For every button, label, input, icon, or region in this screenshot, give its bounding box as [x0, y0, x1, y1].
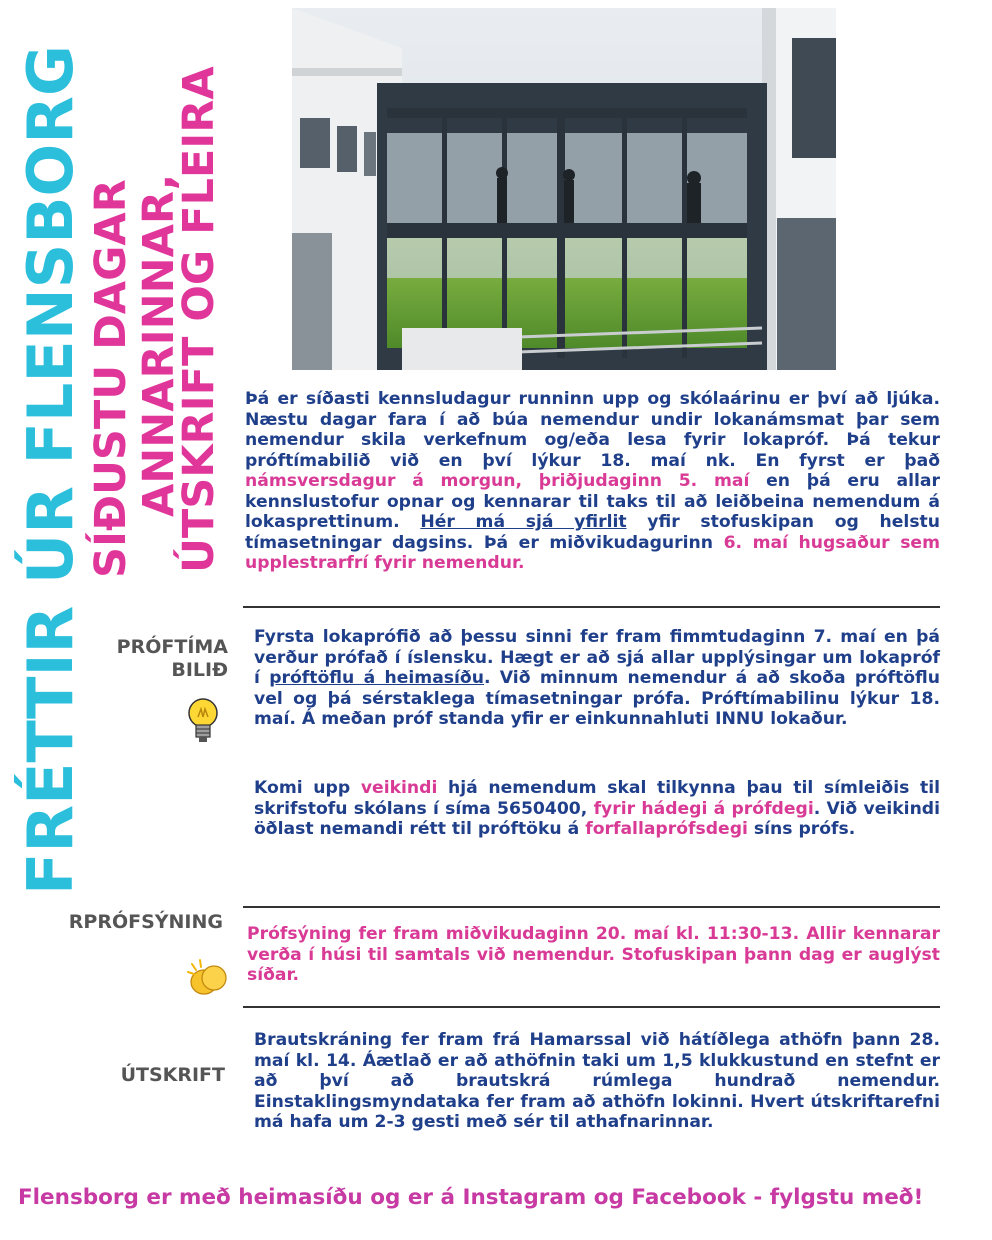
main-title: FRÉTTIR ÚR FLENSBORG — [14, 45, 87, 895]
clapping-hands-icon — [186, 958, 232, 1003]
proftima-text-1: Fyrsta lokaprófið að þessu sinni fer fram fimmtudaginn 7. maí en þá verður prófað í íslensku. Hægt er að sjá allar upplýsingar um lokapróf í — [254, 627, 940, 688]
subtitle-line-2: ANNARINNAR, — [134, 173, 184, 517]
utskrift-paragraph: Brautskráning fer fram frá Hamarssal við hátíðlega athöfn þann 28. maí kl. 14. Áætlað er að athöfnin taki um 1,5 klukkustund en stefnt er að því að brautskrá rúmlega hundrað nemendur. Einstaklingsmyndataka fer fram að athöfn lokinni. Hvert útskriftarefni má hafa um 2-3 gesti með sér til athafnarinnar. — [254, 1030, 940, 1132]
intro-text-2: en þá eru allar kennslustofur opnar og kennarar til taks til að leiðbeina nemendum á lokasprettinum. — [245, 471, 940, 532]
illness-text-1: Komi upp — [254, 778, 361, 798]
illness-highlight-2: fyrir hádegi á prófdegi — [593, 798, 814, 819]
proftima-paragraph-1 — [254, 627, 940, 730]
subtitle-line-1: SÍÐUSTU DAGAR — [86, 179, 136, 578]
subtitle-line-3: ÚTSKRIFT OG FLEIRA — [174, 66, 224, 573]
section-label-proftima — [100, 636, 228, 682]
section-label-profsyning: RPRÓFSÝNING — [68, 911, 223, 933]
illness-text-4: síns prófs. — [747, 819, 856, 839]
proftima-paragraph-2 — [254, 778, 940, 840]
overview-link[interactable]: Hér má sjá yfirlit — [420, 512, 627, 532]
illness-highlight-3: forfallaprófsdegi — [585, 819, 748, 839]
profsyning-paragraph: Prófsýning fer fram miðvikudaginn 20. maí kl. 11:30-13. Allir kennarar verða í húsi til samtals við nemendur. Stofuskipan þann dag er auglýst síðar. — [247, 924, 940, 985]
intro-highlight-1: námsversdagur á morgun, þriðjudaginn 5. maí — [245, 471, 750, 491]
divider-2 — [243, 906, 940, 908]
intro-highlight-2: 6. maí hugsaður sem upplestrarfrí fyrir nemendur. — [245, 532, 940, 573]
intro-text-1: Þá er síðasti kennsludagur runninn upp og skólaárinu er því að ljúka. Næstu dagar fara í að búa nemendur undir lokanámsmat þar sem nemendur skila verkefnum og/eða lesa fyrir lokapróf. Þá tekur próftímabilið við en því lýkur 18. maí nk. En fyrst er það — [245, 389, 940, 471]
illness-text-2: hjá nemendum skal tilkynna þau til símleiðis til skrifstofu skólans í síma 5650400, — [254, 778, 940, 819]
proftima-text-2: . Við minnum nemendur á að skoða próftöflu vel og þá sérstaklega tímasetningar prófa. Próftímabilinu lýkur 18. maí. Á meðan próf standa yfir er einkunnahluti INNU lokaður. — [254, 668, 940, 729]
illness-text-3: . Við veikindi öðlast nemandi rétt til próftöku á — [254, 798, 940, 839]
intro-paragraph — [245, 389, 940, 574]
divider-3 — [243, 1006, 940, 1008]
illness-highlight-1: veikindi — [360, 778, 438, 798]
school-building-photo — [292, 8, 836, 370]
intro-text-3: yfir stofuskipan og helstu tímasetningar dagsins. Þá er miðvikudagurinn — [245, 512, 940, 553]
label-proftima-line-2: BILIÐ — [171, 659, 228, 681]
label-proftima-line-1: PRÓFTÍMA — [116, 636, 228, 658]
section-label-utskrift: ÚTSKRIFT — [120, 1064, 225, 1086]
exam-schedule-link[interactable]: próftöflu á heimasíðu — [269, 668, 484, 688]
lightbulb-icon — [186, 697, 220, 750]
divider-1 — [243, 606, 940, 608]
footer-social-line: Flensborg er með heimasíðu og er á Instagram og Facebook - fylgstu með! — [18, 1185, 924, 1210]
